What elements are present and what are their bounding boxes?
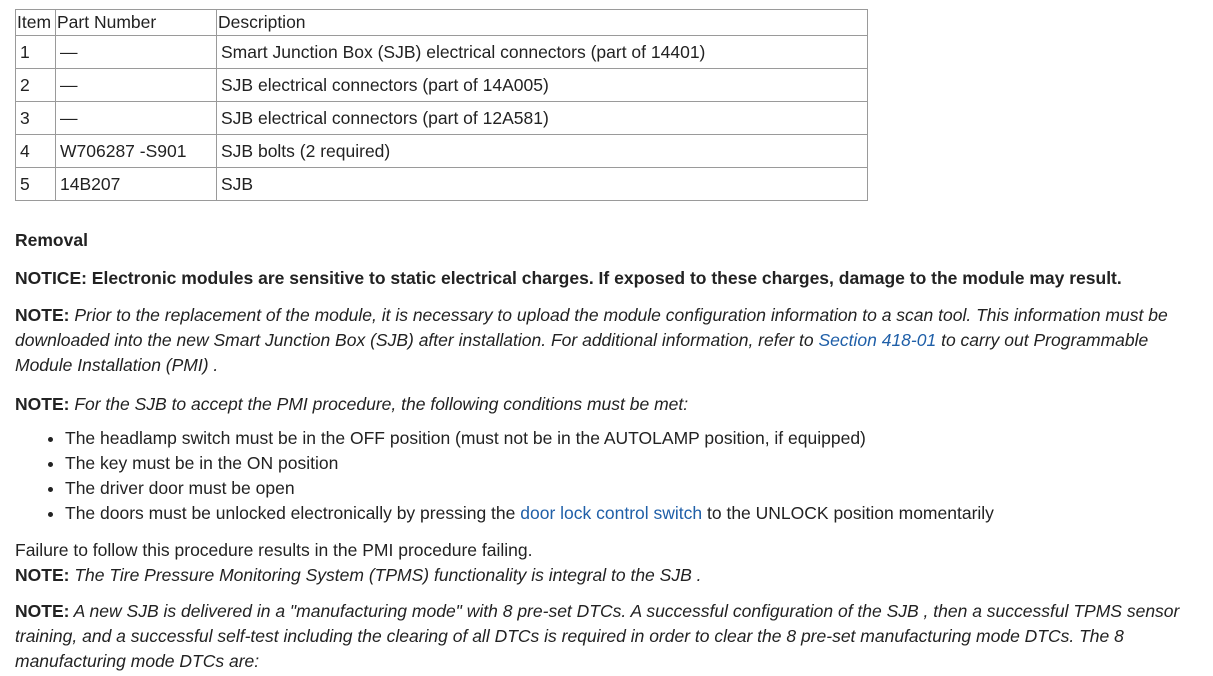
note-text-before: Prior to the replacement of the module, it is necessary to upload the module configuration information to a scan tool. This information must be downloaded into the new Smart Junction Box (SJB) after installation. For additional information, refer to [15, 305, 1168, 350]
cell-description: Smart Junction Box (SJB) electrical connectors (part of 14401) [217, 36, 868, 69]
header-description: Description [217, 10, 868, 36]
table-row [16, 69, 868, 102]
header-part-number: Part Number [56, 10, 217, 36]
note-tpms [15, 563, 1213, 588]
note-text: For the SJB to accept the PMI procedure, the following conditions must be met: [69, 394, 689, 414]
cell-part-number: — [56, 69, 217, 102]
conditions-list [15, 426, 1213, 526]
note-label: NOTE: [15, 305, 70, 325]
note-label: NOTE: [15, 565, 70, 585]
note-text [15, 305, 1168, 375]
table-header-row [16, 10, 868, 36]
table-row [16, 36, 868, 69]
cell-part-number: — [56, 36, 217, 69]
table-row [16, 102, 868, 135]
cell-item: 2 [16, 69, 56, 102]
list-item: • The headlamp switch must be in the OFF position (must not be in the AUTOLAMP position, if equipped) [65, 426, 1213, 451]
condition-text-after: to the UNLOCK position momentarily [702, 503, 994, 523]
parts-table [15, 9, 868, 201]
failure-text: Failure to follow this procedure results in the PMI procedure failing. [15, 540, 533, 560]
cell-item: 1 [16, 36, 56, 69]
list-item: • The driver door must be open [65, 476, 1213, 501]
cell-part-number: — [56, 102, 217, 135]
note-pmi-upload [15, 303, 1213, 378]
notice-text: NOTICE: Electronic modules are sensitive to static electrical charges. If exposed to these charges, damage to the module may result. [15, 268, 1122, 288]
list-item: • The key must be in the ON position [65, 451, 1213, 476]
note-label: NOTE: [15, 394, 70, 414]
door-lock-control-switch-link[interactable]: door lock control switch [520, 503, 703, 523]
note-label: NOTE: [15, 601, 70, 621]
note-pmi-conditions [15, 392, 1213, 417]
cell-part-number: W706287 -S901 [56, 135, 217, 168]
table-row [16, 135, 868, 168]
table-row [16, 168, 868, 201]
header-item: Item [16, 10, 56, 36]
note-text: The Tire Pressure Monitoring System (TPMS) functionality is integral to the SJB . [69, 565, 702, 585]
cell-part-number: 14B207 [56, 168, 217, 201]
cell-description: SJB [217, 168, 868, 201]
note-manufacturing-mode [15, 599, 1213, 674]
cell-description: SJB bolts (2 required) [217, 135, 868, 168]
section-418-01-link[interactable]: Section 418-01 [818, 330, 937, 350]
removal-heading: Removal [15, 230, 88, 250]
cell-item: 3 [16, 102, 56, 135]
cell-item: 5 [16, 168, 56, 201]
note-text: A new SJB is delivered in a "manufacturing mode" with 8 pre-set DTCs. A successful configuration of the SJB , then a successful TPMS sensor training, and a successful self-test including the clearing of all DTCs is required in order to clear the 8 pre-set manufacturing mode DTCs. The 8 manufacturing mode DTCs are: [15, 601, 1180, 671]
cell-description: SJB electrical connectors (part of 14A005) [217, 69, 868, 102]
list-item [65, 501, 1213, 526]
condition-text-before: The doors must be unlocked electronically by pressing the [65, 503, 521, 523]
note-text-after: to carry out Programmable Module Installation (PMI) . [15, 330, 1149, 375]
cell-description: SJB electrical connectors (part of 12A581) [217, 102, 868, 135]
cell-item: 4 [16, 135, 56, 168]
